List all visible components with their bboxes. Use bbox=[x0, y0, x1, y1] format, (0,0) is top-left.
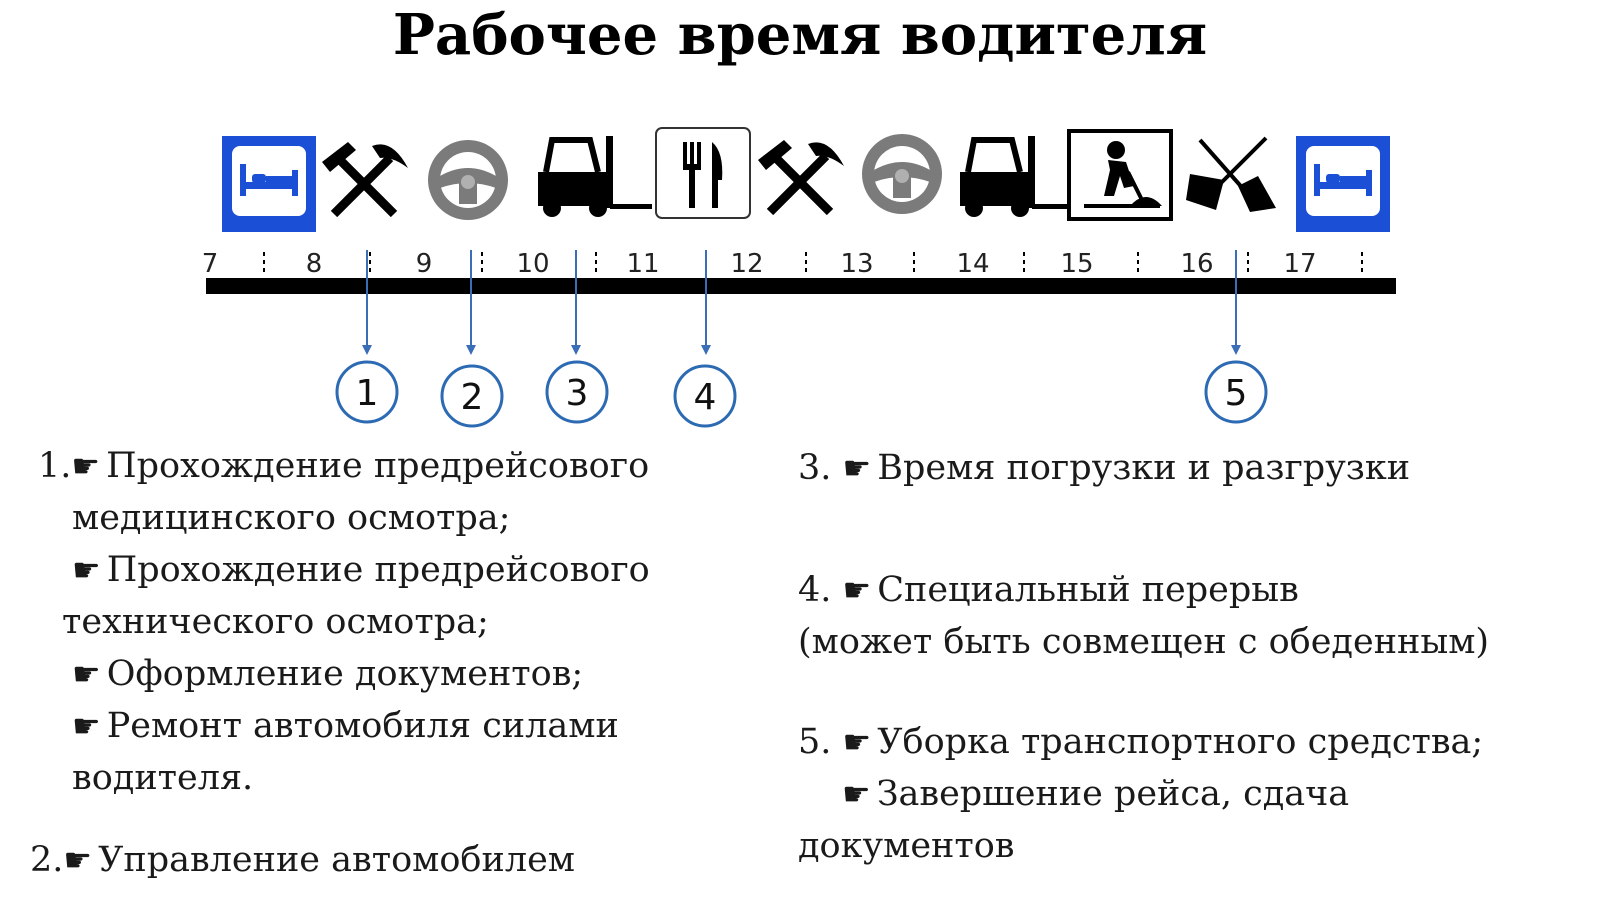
legend-item-5b bbox=[842, 768, 1349, 820]
legend-text: Управление автомобилем bbox=[98, 840, 576, 880]
legend-number: 2. bbox=[30, 840, 64, 880]
legend-text: Завершение рейса, сдача bbox=[876, 774, 1350, 814]
legend-item-1c bbox=[72, 648, 583, 700]
pointing-hand-icon: ☛ bbox=[71, 447, 101, 485]
marker-number: 5 bbox=[1224, 373, 1248, 414]
legend-item-4 bbox=[798, 564, 1299, 616]
legend-item-1d bbox=[72, 700, 619, 752]
legend-number: 4. bbox=[798, 570, 832, 610]
marker-number: 3 bbox=[565, 373, 589, 414]
legend-item-1d-cont bbox=[72, 752, 253, 804]
marker-number: 2 bbox=[460, 377, 484, 418]
marker-number: 1 bbox=[355, 373, 379, 414]
pointing-hand-icon: ☛ bbox=[842, 775, 871, 813]
legend-number: 5. bbox=[798, 722, 832, 762]
ruler-band bbox=[206, 238, 1396, 280]
marker-circles bbox=[337, 362, 1266, 426]
steering-wheel-icon bbox=[862, 134, 942, 214]
tick-label: 7 bbox=[201, 249, 219, 279]
legend-text: медицинского осмотра; bbox=[72, 498, 511, 538]
hammer-pick-icon bbox=[322, 142, 408, 214]
steering-wheel-icon bbox=[428, 140, 508, 220]
legend-text: Время погрузки и разгрузки bbox=[877, 448, 1411, 488]
legend-text: Ремонт автомобиля силами bbox=[106, 706, 619, 746]
tick-label: 12 bbox=[730, 249, 764, 279]
legend-text: (может быть совмещен с обеденным) bbox=[798, 622, 1490, 662]
tick-label: 11 bbox=[626, 249, 660, 279]
tick-label: 15 bbox=[1060, 249, 1094, 279]
legend-item-1b-cont bbox=[62, 596, 489, 648]
legend-item-5 bbox=[798, 716, 1483, 768]
rest-sign-icon bbox=[222, 136, 316, 232]
legend-item-1 bbox=[38, 440, 649, 492]
legend-item-2 bbox=[30, 834, 575, 886]
tick-label: 16 bbox=[1180, 249, 1214, 279]
page-title: Рабочее время водителя bbox=[392, 2, 1208, 68]
tick-label: 8 bbox=[305, 249, 323, 279]
legend-text: Прохождение предрейсового bbox=[106, 550, 650, 590]
legend-item-5b-cont bbox=[798, 820, 1015, 872]
legend-number: 3. bbox=[798, 448, 832, 488]
tick-label: 9 bbox=[415, 249, 433, 279]
marker-number: 4 bbox=[693, 377, 717, 418]
pointing-hand-icon: ☛ bbox=[842, 571, 872, 609]
legend-text: водителя. bbox=[72, 758, 254, 798]
pointing-hand-icon: ☛ bbox=[63, 841, 93, 879]
pointing-hand-icon: ☛ bbox=[72, 655, 101, 693]
pointing-hand-icon: ☛ bbox=[842, 449, 872, 487]
broom-icon bbox=[1186, 138, 1276, 212]
pointing-hand-icon: ☛ bbox=[72, 551, 101, 589]
time-axis bbox=[206, 278, 1396, 294]
tick-label: 13 bbox=[840, 249, 874, 279]
forklift-icon bbox=[538, 136, 652, 217]
pointing-hand-icon: ☛ bbox=[72, 707, 101, 745]
tick-label: 10 bbox=[516, 249, 550, 279]
legend-number: 1. bbox=[38, 446, 72, 486]
icon-strip bbox=[222, 128, 1390, 232]
legend-text: документов bbox=[798, 826, 1015, 866]
legend-item-1b bbox=[72, 544, 650, 596]
legend-text: Прохождение предрейсового bbox=[106, 446, 650, 486]
tick-label: 14 bbox=[956, 249, 990, 279]
legend-text: технического осмотра; bbox=[62, 602, 489, 642]
road-worker-icon bbox=[1069, 131, 1171, 219]
legend-item-1-cont bbox=[72, 492, 510, 544]
hammer-pick-icon bbox=[758, 140, 844, 212]
legend-text: Уборка транспортного средства; bbox=[877, 722, 1484, 762]
tick-label: 17 bbox=[1283, 249, 1317, 279]
legend-text: Специальный перерыв bbox=[877, 570, 1299, 610]
rest-sign-icon bbox=[1296, 136, 1390, 232]
legend-item-4-cont bbox=[798, 616, 1489, 668]
fork-knife-icon bbox=[656, 128, 750, 218]
legend-text: Оформление документов; bbox=[106, 654, 584, 694]
timeline-diagram bbox=[0, 0, 1600, 440]
legend-item-3 bbox=[798, 442, 1410, 494]
pointing-hand-icon: ☛ bbox=[842, 723, 872, 761]
forklift-icon bbox=[960, 136, 1070, 217]
